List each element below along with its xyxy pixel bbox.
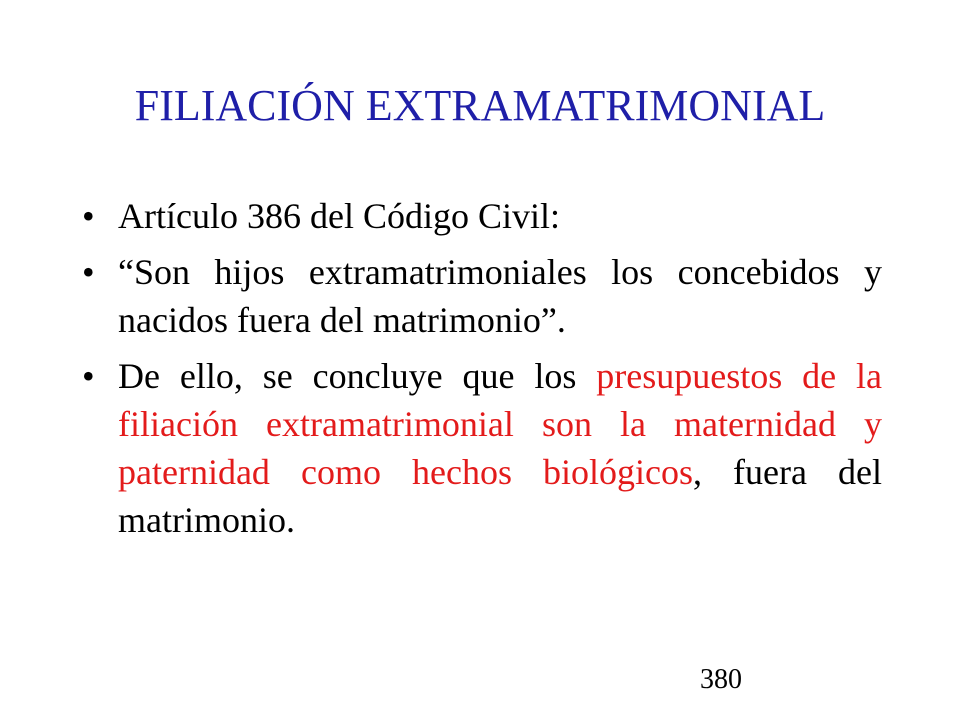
bullet-item-conclusion <box>82 352 882 544</box>
bullet-text-article: Artículo 386 del Código Civil: <box>118 196 560 236</box>
slide-title: FILIACIÓN EXTRAMATRIMONIAL <box>134 81 826 130</box>
bullet-dot-icon: • <box>82 252 95 292</box>
bullet-text-conclusion-suffix: , fuera del matrimonio. <box>118 452 882 540</box>
bullet-dot-icon: • <box>82 196 95 236</box>
bullet-list <box>82 192 882 552</box>
bullet-text-conclusion-highlight: presupuestos de la filiación extramatrimonial son la maternidad y paternidad como hechos biológicos <box>118 356 882 492</box>
bullet-dot-icon: • <box>82 356 95 396</box>
page-number: 380 <box>700 664 742 695</box>
bullet-text-quote: “Son hijos extramatrimoniales los concebidos y nacidos fuera del matrimonio”. <box>118 252 882 340</box>
bullet-text-conclusion-prefix: De ello, se concluye que los <box>118 356 597 396</box>
bullet-item-article <box>82 192 882 240</box>
bullet-item-quote <box>82 248 882 344</box>
